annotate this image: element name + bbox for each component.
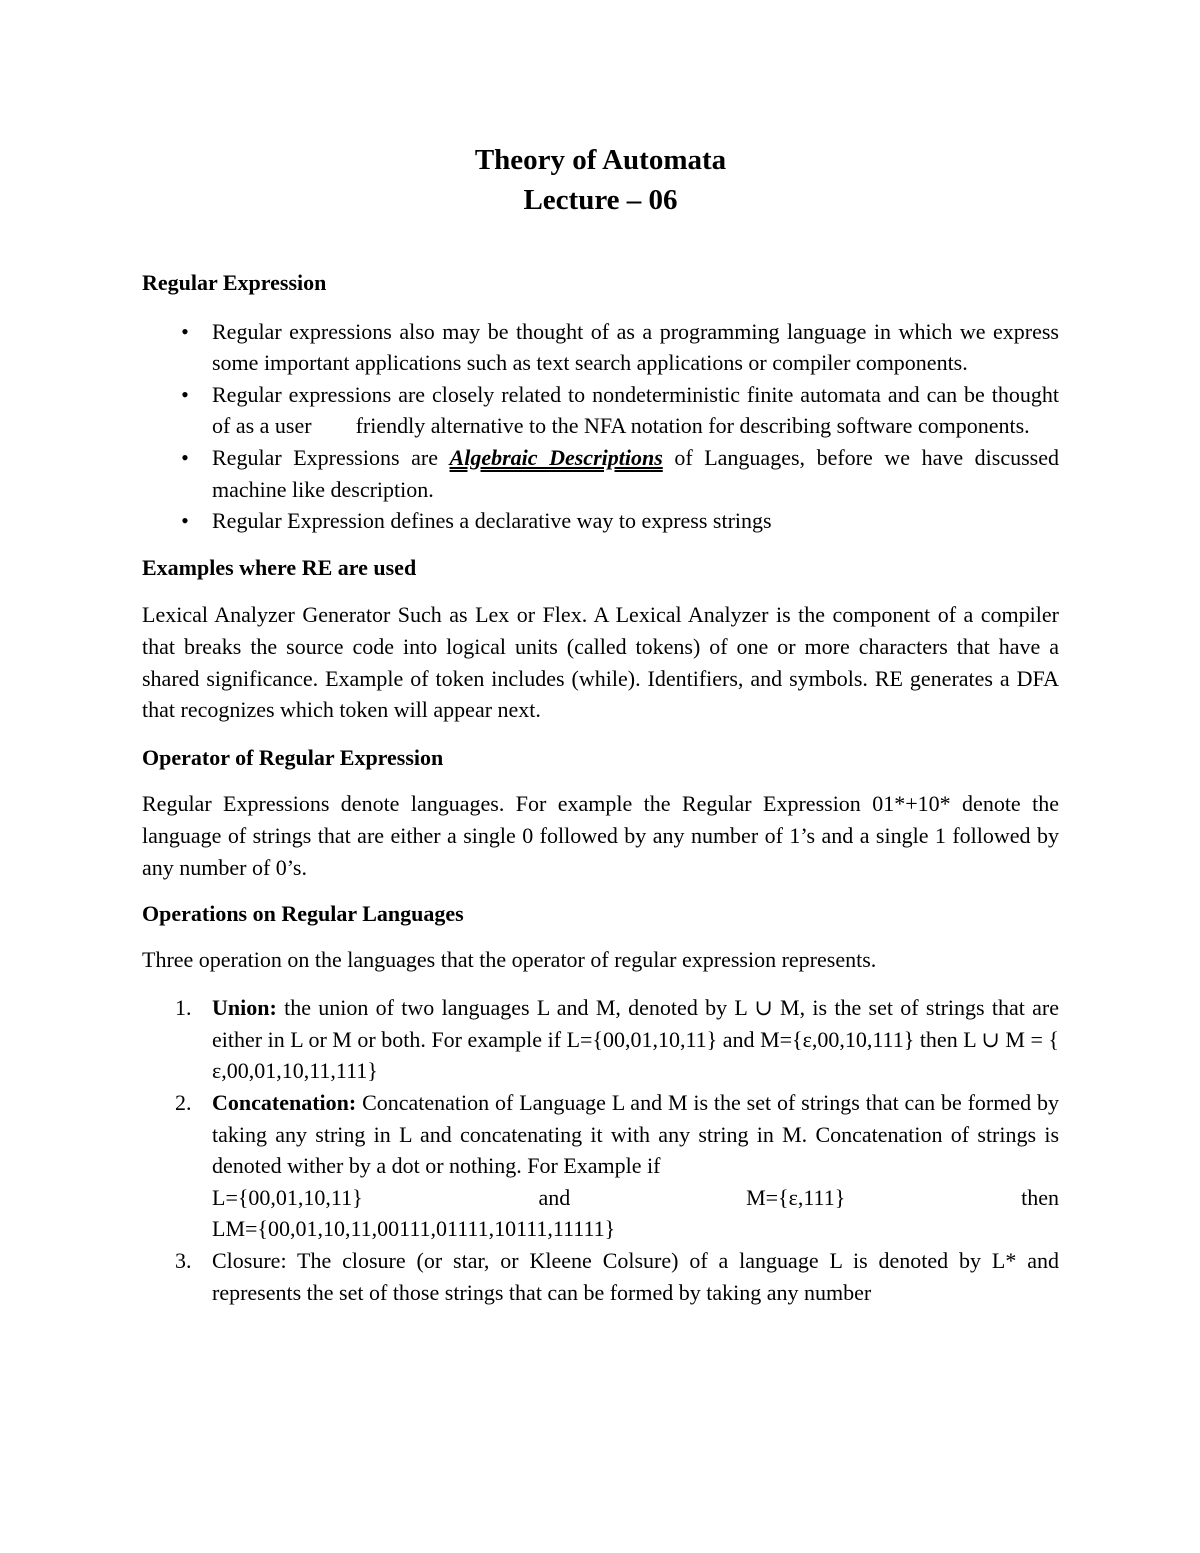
example-m: M={ε,111} bbox=[746, 1184, 846, 1210]
operation-item-union bbox=[142, 992, 1059, 1087]
bullet-icon: • bbox=[181, 508, 189, 534]
item-number: 2. bbox=[175, 1090, 192, 1116]
bullet-icon: • bbox=[181, 381, 189, 407]
bullet-item bbox=[142, 505, 1059, 537]
operations-intro: Three operation on the languages that the operator of regular expression represents. bbox=[142, 946, 877, 972]
heading-operator: Operator of Regular Expression bbox=[142, 744, 444, 770]
bullet-icon: • bbox=[181, 318, 189, 344]
document-title bbox=[142, 140, 1059, 220]
bullet-text: Regular Expression defines a declarative way to express strings bbox=[212, 508, 772, 534]
concatenation-example-line bbox=[212, 1182, 1059, 1214]
operation-item-concatenation bbox=[142, 1087, 1059, 1245]
example-then: then bbox=[1021, 1184, 1059, 1210]
bullet-text: Regular expressions also may be thought of as a programming language in which we express some important applications such as text search applications or compiler components. bbox=[212, 318, 1059, 376]
heading-regular-expression: Regular Expression bbox=[142, 270, 327, 295]
closure-text: Closure: The closure (or star, or Kleene Colsure) of a language L is denoted by L* and represents the set of those strings that can be formed by taking any number bbox=[212, 1248, 1059, 1305]
union-term: Union: bbox=[212, 995, 277, 1021]
bullet-item bbox=[142, 442, 1059, 505]
concatenation-term: Concatenation: bbox=[212, 1090, 357, 1116]
heading-operations: Operations on Regular Languages bbox=[142, 901, 464, 927]
example-and: and bbox=[538, 1184, 571, 1210]
bullet-text: Regular expressions are closely related to nondeterministic finite automata and can be thought of as a user friendly alternative to the NFA notation for describing software components. bbox=[212, 381, 1065, 439]
title-line-1: Theory of Automata bbox=[474, 144, 727, 176]
bullet-icon: • bbox=[181, 444, 189, 470]
algebraic-descriptions-emphasis: Algebraic Descriptions bbox=[449, 444, 663, 470]
union-text: the union of two languages L and M, denoted by L ∪ M, is the set of strings that are either in L or M or both. For example if L={00,01,10,11} and M={ε,00,10,111} then L ∪ M = { ε,00,01,10,11,111} bbox=[212, 995, 1059, 1084]
item-number: 3. bbox=[175, 1248, 192, 1274]
operation-item-closure bbox=[142, 1245, 1059, 1308]
regular-expression-bullets bbox=[142, 316, 1065, 537]
example-l: L={00,01,10,11} bbox=[212, 1184, 363, 1210]
bullet-text-after: of Languages, before we have discussed machine like description. bbox=[212, 444, 1059, 502]
document-content bbox=[142, 140, 1065, 1308]
bullet-item bbox=[142, 316, 1059, 379]
heading-examples: Examples where RE are used bbox=[142, 554, 417, 580]
operations-list bbox=[142, 992, 1059, 1308]
item-number: 1. bbox=[175, 995, 192, 1021]
bullet-text-before: Regular Expressions are bbox=[212, 444, 450, 470]
title-line-2: Lecture – 06 bbox=[523, 184, 678, 216]
operator-paragraph: Regular Expressions denote languages. For example the Regular Expression 01*+10* denote the language of strings that are either a single 0 followed by any number of 1’s and a single 1 followed by any number of 0’s. bbox=[142, 791, 1059, 880]
concatenation-text: Concatenation of Language L and M is the set of strings that can be formed by taking any string in L and concatenating it with any string in M. Concatenation of strings is denoted wither by a dot or nothing. For Example if bbox=[212, 1090, 1059, 1179]
examples-paragraph: Lexical Analyzer Generator Such as Lex or Flex. A Lexical Analyzer is the component of a compiler that breaks the source code into logical units (called tokens) of one or more characters that have a shared significance. Example of token includes (while). Identifiers, and symbols. RE generates a DFA that recognizes which token will appear next. bbox=[142, 602, 1059, 723]
bullet-item bbox=[142, 379, 1065, 442]
concatenation-result: LM={00,01,10,11,00111,01111,10111,11111} bbox=[212, 1216, 616, 1242]
